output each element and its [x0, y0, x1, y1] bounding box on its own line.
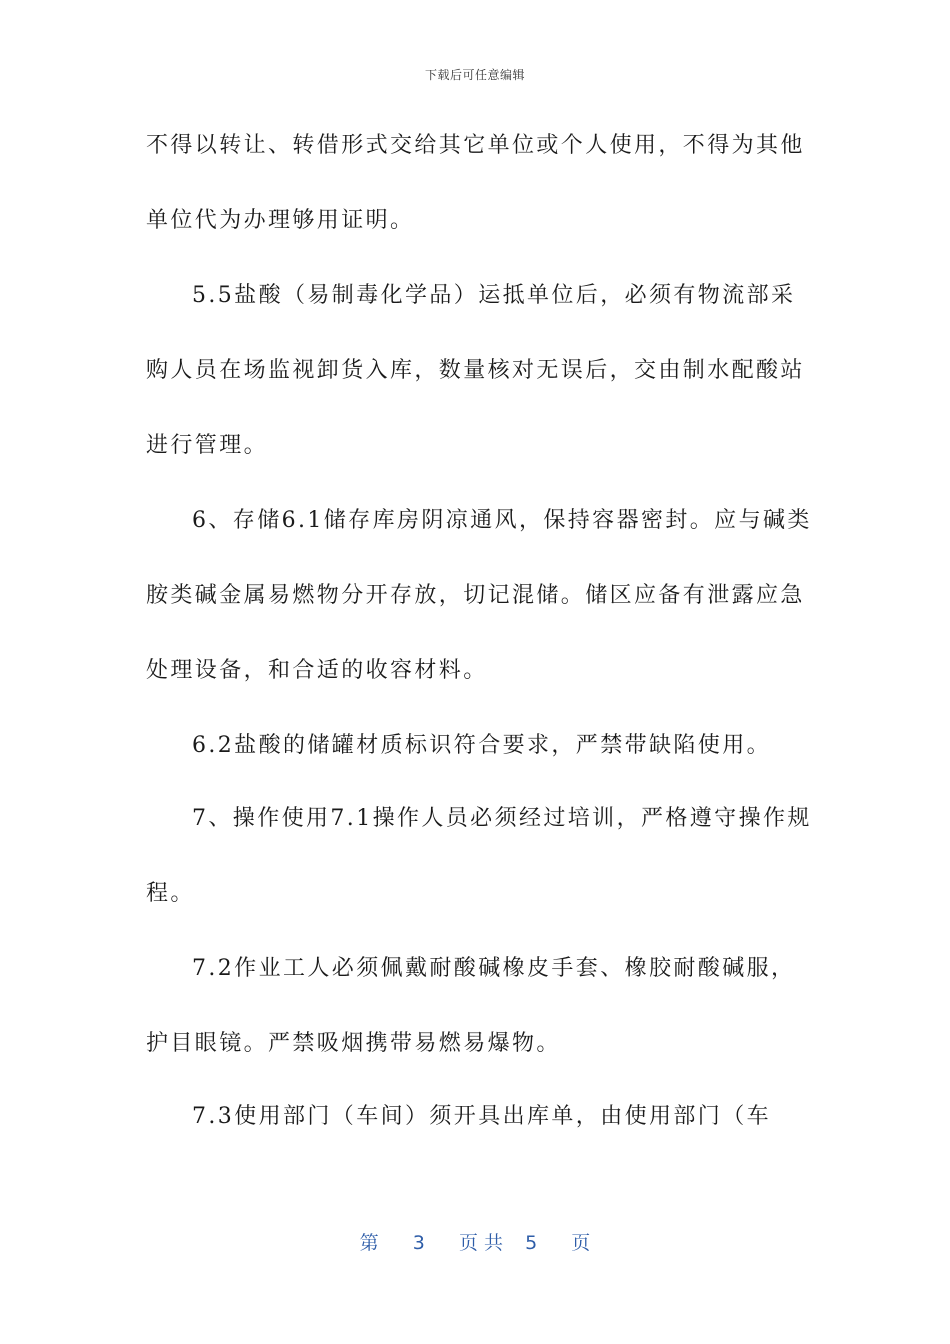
- text-line: 处理设备，和合适的收容材料。: [146, 658, 488, 683]
- text-line: 购人员在场监视卸货入库，数量核对无误后，交由制水配酸站: [146, 358, 805, 383]
- text-line: 5.5盐酸（易制毒化学品）运抵单位后，必须有物流部采: [192, 283, 796, 308]
- footer-middle: 页 共: [458, 1232, 504, 1254]
- text-line: 7.2作业工人必须佩戴耐酸碱橡皮手套、橡胶耐酸碱服，: [192, 956, 796, 981]
- page-header: 下载后可任意编辑: [424, 68, 525, 82]
- footer-suffix: 页: [571, 1232, 591, 1254]
- text-line: 护目眼镜。严禁吸烟携带易燃易爆物。: [146, 1031, 561, 1056]
- text-line: 胺类碱金属易燃物分开存放，切记混储。储区应备有泄露应急: [146, 583, 805, 608]
- text-line: 6.2盐酸的储罐材质标识符合要求，严禁带缺陷使用。: [192, 733, 771, 758]
- text-line: 7.3使用部门（车间）须开具出库单，由使用部门（车: [192, 1104, 771, 1129]
- text-line: 6、存储6.1储存库房阴凉通风，保持容器密封。应与碱类: [192, 508, 812, 533]
- text-line: 程。: [146, 881, 195, 906]
- footer-current-page: 3: [412, 1232, 425, 1254]
- page-footer: [0, 1228, 950, 1255]
- footer-total-pages: 5: [525, 1232, 538, 1254]
- text-line: 7、操作使用7.1操作人员必须经过培训，严格遵守操作规: [192, 806, 812, 831]
- text-line: 进行管理。: [146, 433, 269, 458]
- text-line: 单位代为办理够用证明。: [146, 208, 415, 233]
- footer-prefix: 第: [359, 1232, 379, 1254]
- text-line: 不得以转让、转借形式交给其它单位或个人使用，不得为其他: [146, 133, 805, 158]
